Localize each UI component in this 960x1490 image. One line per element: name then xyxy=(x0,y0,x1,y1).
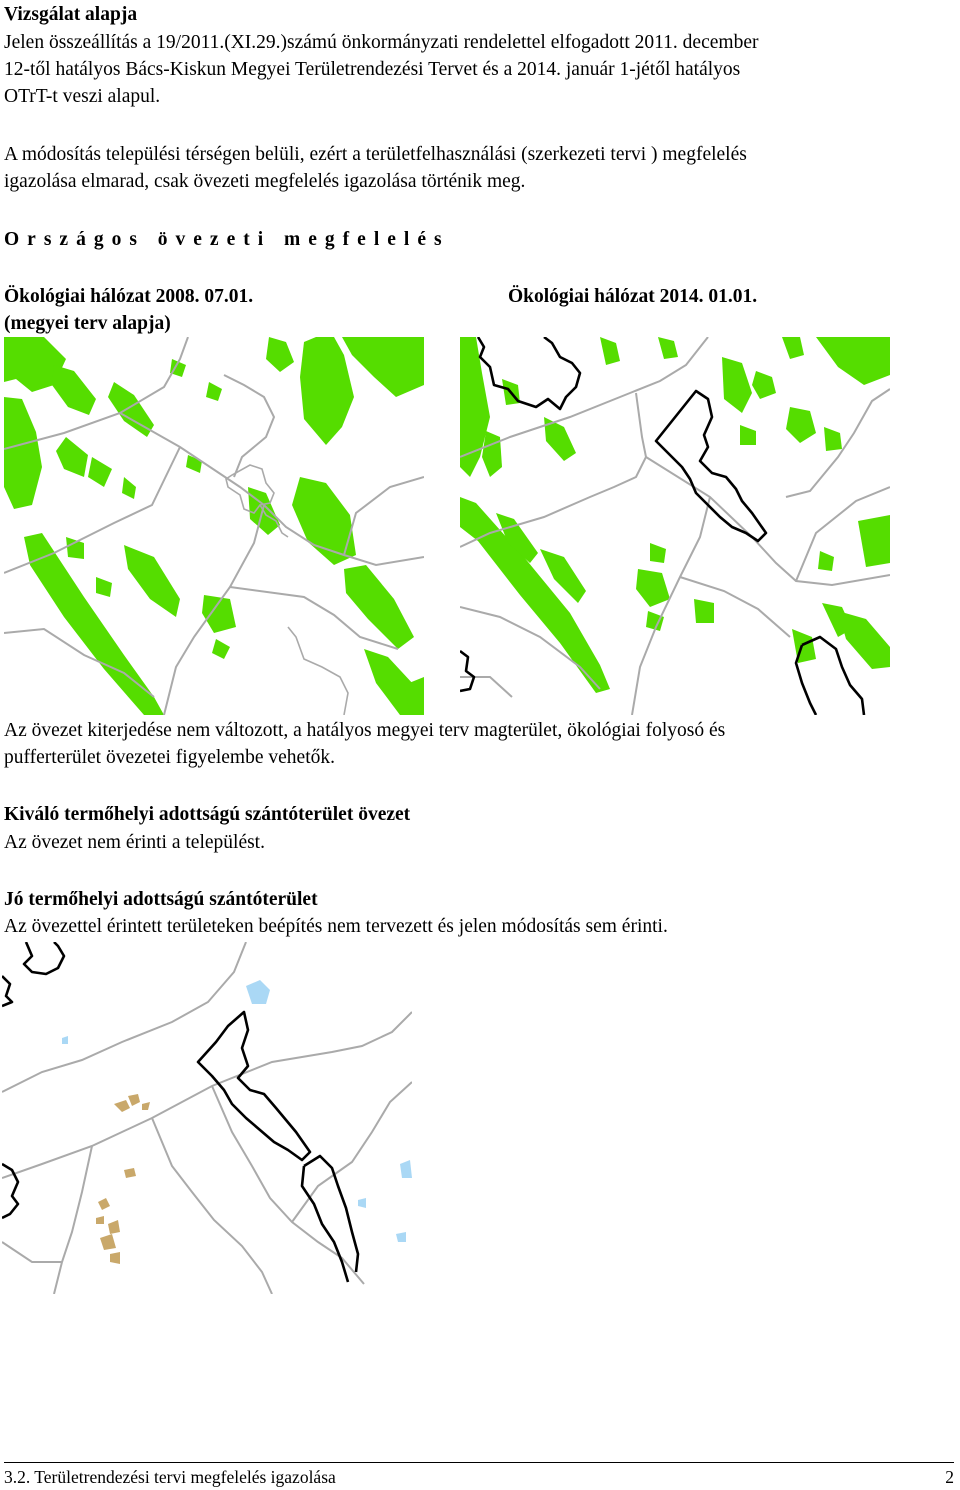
map-caption-right: Ökológiai hálózat 2014. 01.01. xyxy=(508,286,758,307)
paragraph-line: 12-től hatályos Bács-Kiskun Megyei Területrendezési Tervet és a 2014. január 1-jétől hatályos xyxy=(4,59,741,80)
paragraph-line: Az övezet nem érinti a települést. xyxy=(4,832,265,853)
paragraph-line: A módosítás települési térségen belüli, ezért a területfelhasználási (szerkezeti tervi ) megfelelés xyxy=(4,144,747,165)
map-caption-left: Ökológiai hálózat 2008. 07.01. xyxy=(4,286,254,307)
paragraph-line: Az övezet kiterjedése nem változott, a hatályos megyei terv magterület, ökológiai folyosó és xyxy=(4,720,726,741)
arable-land-zone-map xyxy=(2,942,412,1294)
footer-page-number: 2 xyxy=(945,1467,954,1487)
footer-section-title: 3.2. Területrendezési tervi megfelelés igazolása xyxy=(4,1467,336,1487)
heading-orszagos-ovezeti-megfeleles: Országos övezeti megfelelés xyxy=(4,229,450,250)
paragraph-line: Az övezettel érintett területeken beépítés nem tervezett és jelen módosítás sem érinti. xyxy=(4,916,668,937)
ecological-network-map-2008 xyxy=(4,337,424,715)
ecological-network-map-2014 xyxy=(460,337,890,715)
page-footer xyxy=(4,1462,954,1485)
paragraph-line: OTrT-t veszi alapul. xyxy=(4,86,161,107)
heading-jo-termohelyi: Jó termőhelyi adottságú szántóterület xyxy=(4,889,318,910)
heading-vizsgalat-alapja: Vizsgálat alapja xyxy=(4,4,138,25)
paragraph-line: igazolása elmarad, csak övezeti megfelelés igazolása történik meg. xyxy=(4,171,526,192)
map-subcaption-left: (megyei terv alapja) xyxy=(4,313,171,334)
paragraph-line: Jelen összeállítás a 19/2011.(XI.29.)számú önkormányzati rendelettel elfogadott 2011. december xyxy=(4,32,759,53)
heading-kivalo-termohelyi: Kiváló termőhelyi adottságú szántóterület övezet xyxy=(4,804,411,825)
paragraph-line: pufferterület övezetei figyelembe vehetők. xyxy=(4,747,335,768)
